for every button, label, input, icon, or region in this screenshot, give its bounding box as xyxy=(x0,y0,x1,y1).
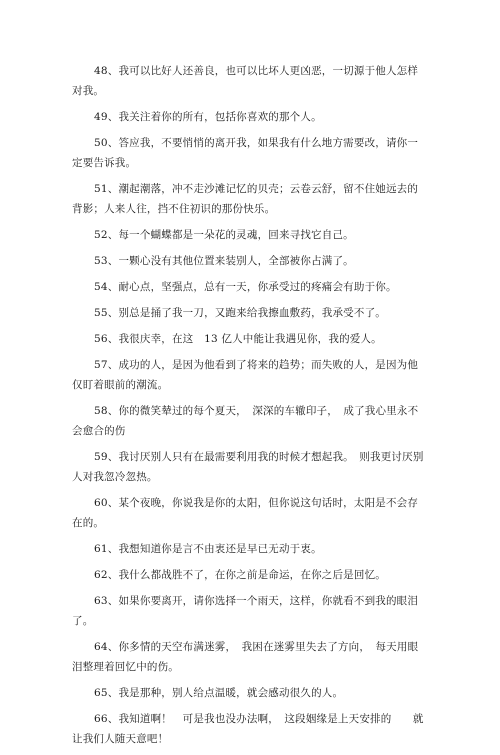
quote-item: 57、成功的人，是因为他看到了将来的趋势；而失败的人，是因为他仅盯着眼前的潮流。 xyxy=(72,359,419,391)
quote-text: 答应我，不要悄悄的离开我，如果我有什么地方需要改，请你一定要告诉我。 xyxy=(72,137,419,169)
quote-item: 52、每一个蝴蝶都是一朵花的灵魂，回来寻找它自己。 xyxy=(94,229,354,241)
quote-item: 60、某个夜晚，你说我是你的太阳，但你说这句话时，太阳是不会存在的。 xyxy=(72,497,419,529)
quote-number: 61 xyxy=(94,543,108,555)
quote-number: 58 xyxy=(94,405,108,417)
quote-text: 我知道啊！ 可是我也没办法啊， 这段姻缘是上天安排的 就让我们人随天意吧！ xyxy=(72,713,424,745)
quote-item: 59、我讨厌别人只有在最需要利用我的时候才想起我。 则我更讨厌别人对我忽冷忽热。 xyxy=(72,451,424,483)
quote-number: 51 xyxy=(94,183,108,195)
quote-text: 某个夜晚，你说我是你的太阳，但你说这句话时，太阳是不会存在的。 xyxy=(72,497,419,529)
quote-number: 66 xyxy=(94,713,108,725)
quote-number: 53 xyxy=(94,255,108,267)
quote-number: 64 xyxy=(94,641,108,653)
quote-item: 56、我很庆幸，在这 13 亿人中能让我遇见你，我的爱人。 xyxy=(94,333,382,345)
quote-number: 63 xyxy=(94,595,108,607)
quote-number: 50 xyxy=(94,137,108,149)
quote-item: 48、我可以比好人还善良，也可以比坏人更凶恶，一切源于他人怎样对我。 xyxy=(72,65,419,97)
quote-item: 63、如果你要离开，请你选择一个雨天，这样，你就看不到我的眼泪了。 xyxy=(72,595,419,627)
quote-number: 52 xyxy=(94,229,108,241)
quote-item: 65、我是那种，别人给点温暖，就会感动很久的人。 xyxy=(94,687,344,699)
quote-text: 你多情的天空布满迷雾， 我困在迷雾里失去了方向， 每天用眼泪整理着回忆中的伤。 xyxy=(72,641,419,673)
quote-item: 50、答应我，不要悄悄的离开我，如果我有什么地方需要改，请你一定要告诉我。 xyxy=(72,137,419,169)
quote-number: 59 xyxy=(94,451,108,463)
quote-text: 如果你要离开，请你选择一个雨天，这样，你就看不到我的眼泪了。 xyxy=(72,595,419,627)
quote-text: 你的微笑辇过的每个夏天， 深深的车辙印子， 成了我心里永不会愈合的伤 xyxy=(72,405,419,437)
quote-text: 一颗心没有其他位置来装别人，全部被你占满了。 xyxy=(118,255,354,267)
quote-item: 54、耐心点，坚强点，总有一天，你承受过的疼痛会有助于你。 xyxy=(94,281,397,293)
quote-text: 我是那种，别人给点温暖，就会感动很久的人。 xyxy=(118,687,344,699)
quote-number: 55 xyxy=(94,307,108,319)
quote-item: 51、潮起潮落，冲不走沙滩记忆的贝壳；云卷云舒，留不住她远去的背影；人来人往，挡不住初识的那份快乐。 xyxy=(72,183,419,215)
quote-item: 66、我知道啊！ 可是我也没办法啊， 这段姻缘是上天安排的 就让我们人随天意吧！ xyxy=(72,713,424,745)
quote-text: 我关注着你的所有，包括你喜欢的那个人。 xyxy=(118,111,322,123)
quote-number: 62 xyxy=(94,569,108,581)
quote-list xyxy=(72,61,424,755)
quote-item: 61、我想知道你是言不由衷还是早已无动于衷。 xyxy=(94,543,322,555)
quote-number: 57 xyxy=(94,359,108,371)
quote-number: 65 xyxy=(94,687,108,699)
quote-text: 我很庆幸，在这 13 亿人中能让我遇见你，我的爱人。 xyxy=(118,333,382,345)
quote-item: 58、你的微笑辇过的每个夏天， 深深的车辙印子， 成了我心里永不会愈合的伤 xyxy=(72,405,419,437)
quote-number: 54 xyxy=(94,281,108,293)
quote-item: 49、我关注着你的所有，包括你喜欢的那个人。 xyxy=(94,111,322,123)
quote-number: 60 xyxy=(94,497,108,509)
quote-text: 潮起潮落，冲不走沙滩记忆的贝壳；云卷云舒，留不住她远去的背影；人来人往，挡不住初识的那份快乐。 xyxy=(72,183,419,215)
quote-item: 55、别总是捅了我一刀，又跑来给我擦血敷药，我承受不了。 xyxy=(94,307,386,319)
quote-item: 62、我什么都战胜不了，在你之前是命运，在你之后是回忆。 xyxy=(94,569,386,581)
quote-text: 耐心点，坚强点，总有一天，你承受过的疼痛会有助于你。 xyxy=(118,281,397,293)
quote-item: 53、一颗心没有其他位置来装别人，全部被你占满了。 xyxy=(94,255,354,267)
quote-number: 49 xyxy=(94,111,108,123)
quote-text: 我什么都战胜不了，在你之前是命运，在你之后是回忆。 xyxy=(118,569,386,581)
quote-text: 我想知道你是言不由衷还是早已无动于衷。 xyxy=(118,543,322,555)
quote-text: 成功的人，是因为他看到了将来的趋势；而失败的人，是因为他仅盯着眼前的潮流。 xyxy=(72,359,419,391)
quote-text: 每一个蝴蝶都是一朵花的灵魂，回来寻找它自己。 xyxy=(118,229,354,241)
quote-number: 56 xyxy=(94,333,108,345)
quote-text: 我可以比好人还善良，也可以比坏人更凶恶，一切源于他人怎样对我。 xyxy=(72,65,419,97)
quote-number: 48 xyxy=(94,65,108,77)
quote-text: 我讨厌别人只有在最需要利用我的时候才想起我。 则我更讨厌别人对我忽冷忽热。 xyxy=(72,451,424,483)
quote-text: 别总是捅了我一刀，又跑来给我擦血敷药，我承受不了。 xyxy=(118,307,386,319)
quote-item: 64、你多情的天空布满迷雾， 我困在迷雾里失去了方向， 每天用眼泪整理着回忆中的伤。 xyxy=(72,641,419,673)
